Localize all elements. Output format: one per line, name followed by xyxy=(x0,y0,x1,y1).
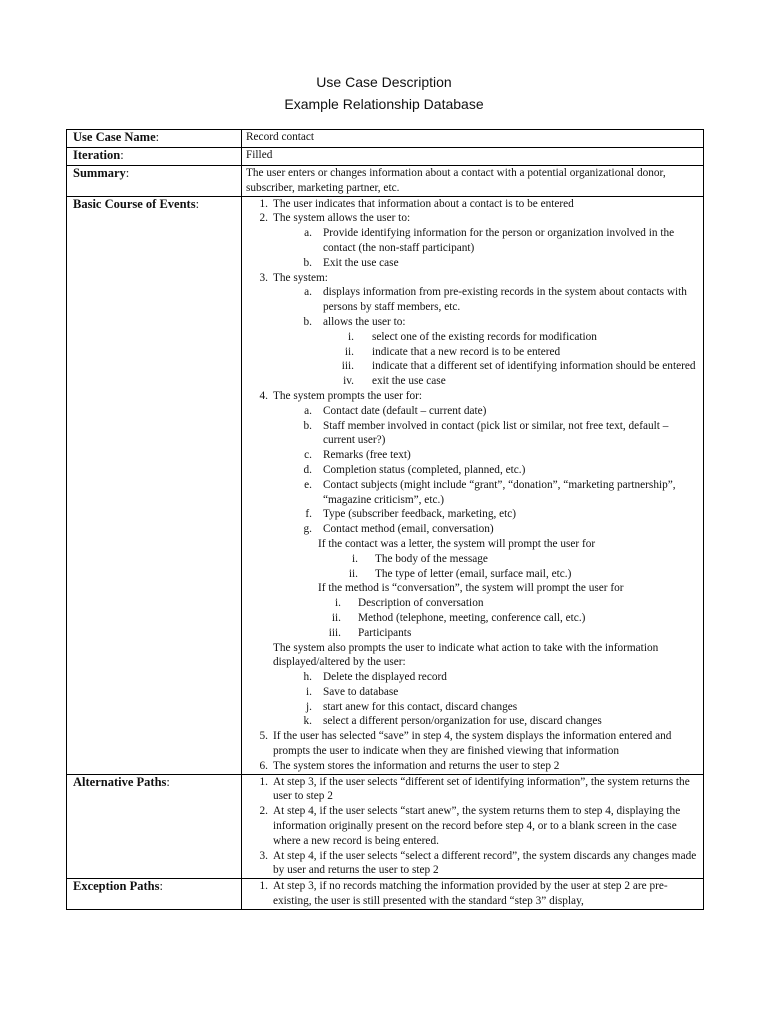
step-3b-i: i. select one of the existing records for modification xyxy=(348,330,597,343)
row-basic-course xyxy=(67,196,704,774)
step-4c: c. Remarks (free text) xyxy=(304,449,411,462)
step-4: 4. The system prompts the user for: a. Contact date (default – current date) b. Staff member involved in contact (pick list or similar, not free text, default – current user?) c. Remarks (free text) d. Completion status (completed, planned, etc.) e. Contact subjects (might include “grant”, “donation”, “marketing partnership”, “magazine criticism”, etc.) f. Type (subscriber feedback, marketing, etc) g. Contact method (email, conversation) If the contact was a letter, the system will prompt the user for i. The body of the message ii. The type of letter (email, surface mail, etc.) If the method is “conversation”, the system will prompt the user for i. Description of conversation ii. Method (telephone, meeting, conference call, etc.) iii. Participants The system also prompts the user to indicate what action to take with the information displayed/altered by the user: h. Delete the displayed record i. Save to database j. start anew for this contact, discard changes k. select a different person/organization for use, discard changes xyxy=(246,389,699,729)
summary-value: The user enters or changes information about a contact with a potential organizational donor, subscriber, marketing partner, etc. xyxy=(242,166,704,197)
summary-label: Summary: xyxy=(67,166,242,197)
step-4f: f. Type (subscriber feedback, marketing, etc) xyxy=(305,508,517,521)
step-3: 3. The system: a. displays information from pre-existing records in the system about contacts with persons by staff members, etc. b. allows the user to: i. select one of the existing records for modification ii. indicate that a new record is to be entered iii. indicate that a different set of identifying information should be entered iv. exit the use case xyxy=(246,271,699,389)
step-4e: e. Contact subjects (might include “grant”, “donation”, “marketing partnership”, “magazine criticism”, etc.) xyxy=(304,478,676,506)
use-case-table xyxy=(66,129,704,910)
conversation-ii: ii. Method (telephone, meeting, conference call, etc.) xyxy=(331,611,586,624)
step-4d: d. Completion status (completed, planned, etc.) xyxy=(303,463,526,476)
alt-path-1: 1. At step 3, if the user selects “different set of identifying information”, the system returns the user to step 2 xyxy=(259,775,690,803)
alt-path-2: 2. At step 4, if the user selects “start anew”, the system returns them to step 4, displaying the information originally present on the record before step 4, or to a blank screen in the case where a new record is being entered. xyxy=(259,805,681,847)
alt-path-3: 3. At step 4, if the user selects “select a different record”, the system discards any changes made by user and returns the user to step 2 xyxy=(259,849,697,877)
step-3a: a. displays information from pre-existing records in the system about contacts with persons by staff members, etc. xyxy=(304,286,687,314)
step-5: 5. If the user has selected “save” in step 4, the system displays the information entered and prompts the user to indicate when they are finished viewing that information xyxy=(259,730,672,758)
letter-i: i. The body of the message xyxy=(352,552,488,565)
letter-intro: If the contact was a letter, the system will prompt the user for xyxy=(318,537,596,550)
basic-course-label: Basic Course of Events: xyxy=(67,196,242,774)
use-case-name-value: Record contact xyxy=(242,130,704,148)
step-3b: b. allows the user to: xyxy=(303,315,406,328)
step-1: 1. The user indicates that information about a contact is to be entered xyxy=(259,197,574,210)
document-subtitle: Example Relationship Database xyxy=(284,96,484,112)
conversation-iii: iii. Participants xyxy=(328,626,412,639)
iteration-value: Filled xyxy=(242,148,704,166)
alternative-paths-value xyxy=(242,774,704,879)
step-3b-ii: ii. indicate that a new record is to be entered xyxy=(344,345,561,358)
row-exception-paths xyxy=(67,879,704,910)
step-6: 6. The system stores the information and returns the user to step 2 xyxy=(259,759,560,772)
row-iteration xyxy=(67,148,704,166)
step-4b: b. Staff member involved in contact (pick list or similar, not free text, default – current user?) xyxy=(303,419,669,447)
conversation-i: i. Description of conversation xyxy=(335,597,484,610)
step-2: 2. The system allows the user to: a. Provide identifying information for the person or organization involved in the contact (the non-staff participant) b. Exit the use case xyxy=(246,211,699,270)
alternative-paths-label: Alternative Paths: xyxy=(67,774,242,879)
letter-ii: ii. The type of letter (email, surface mail, etc.) xyxy=(348,567,572,580)
iteration-label: Iteration: xyxy=(67,148,242,166)
use-case-name-label: Use Case Name: xyxy=(67,130,242,148)
row-alternative-paths xyxy=(67,774,704,879)
step-3b-iii: iii. indicate that a different set of identifying information should be entered xyxy=(341,360,696,373)
step-4g: g. Contact method (email, conversation) xyxy=(303,523,494,536)
basic-course-value xyxy=(242,196,704,774)
step-4j: j. start anew for this contact, discard changes xyxy=(306,700,518,713)
step-3b-iv: iv. exit the use case xyxy=(343,375,446,388)
action-prompt: The system also prompts the user to indicate what action to take with the information displayed/altered by the user: xyxy=(273,641,659,669)
step-4i: i. Save to database xyxy=(306,685,399,698)
step-4h: h. Delete the displayed record xyxy=(303,671,447,684)
document-title: Use Case Description xyxy=(316,74,452,90)
conversation-intro: If the method is “conversation”, the system will prompt the user for xyxy=(318,582,624,595)
exception-path-1: 1. At step 3, if no records matching the information provided by the user at step 2 are pre-existing, the user is still presented with the standard “step 3” display, xyxy=(259,880,668,908)
step-4k: k. select a different person/organization for use, discard changes xyxy=(303,715,602,728)
exception-paths-value xyxy=(242,879,704,910)
row-use-case-name xyxy=(67,130,704,148)
step-2b: b. Exit the use case xyxy=(303,256,399,269)
row-summary xyxy=(67,166,704,197)
step-4a: a. Contact date (default – current date) xyxy=(304,404,487,417)
exception-paths-label: Exception Paths: xyxy=(67,879,242,910)
step-2a: a. Provide identifying information for the person or organization involved in the contact (the non-staff participant) xyxy=(304,227,675,254)
